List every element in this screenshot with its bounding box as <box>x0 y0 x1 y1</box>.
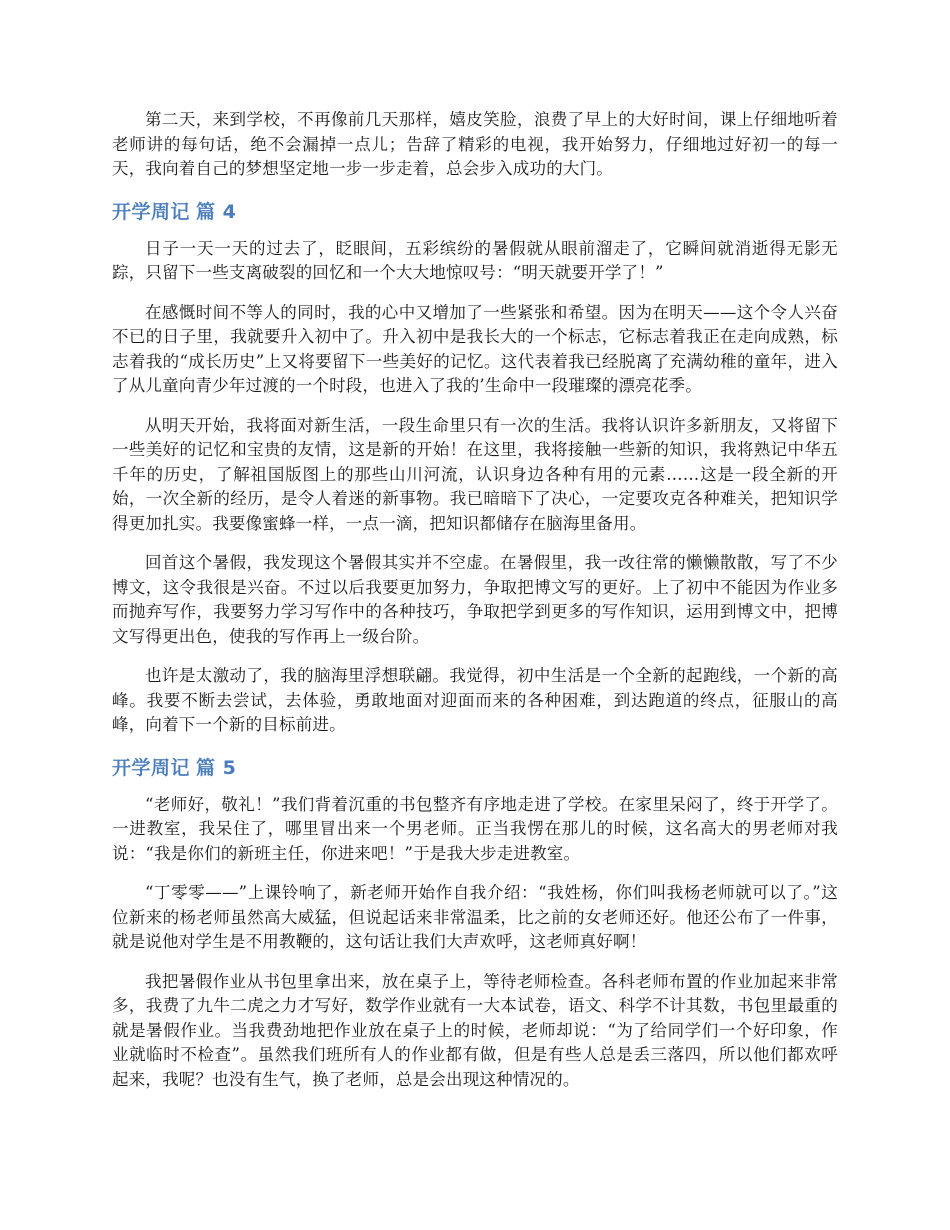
document-page <box>112 108 838 1107</box>
paragraph: 回首这个暑假，我发现这个暑假其实并不空虚。在暑假里，我一改往常的懒懒散散，写了不少博文，这令我很是兴奋。不过以后我要更加努力，争取把博文写的更好。上了初中不能因为作业多而抛弃写作，我要努力学习写作中的各种技巧，争取把学到更多的写作知识，运用到博文中，把博文写得更出色，使我的写作再上一级台阶。 <box>112 553 838 646</box>
section-heading <box>112 197 838 227</box>
paragraph: 我把暑假作业从书包里拿出来，放在桌子上，等待老师检查。各科老师布置的作业加起来非常多，我费了九牛二虎之力才写好，数学作业就有一大本试卷，语文、科学不计其数，书包里最重的就是暑假作业。当我费劲地把作业放在桌子上的时候，老师却说：“为了给同学们一个好印象，作业就临时不检查”。虽然我们班所有人的作业都有做，但是有些人总是丢三落四，所以他们都欢呼起来，我呢？也没有生气，换了老师，总是会出现这种情况的。 <box>112 971 838 1089</box>
paragraph: 日子一天一天的过去了，眨眼间，五彩缤纷的暑假就从眼前溜走了，它瞬间就消逝得无影无踪，只留下一些支离破裂的回忆和一个大大地惊叹号：“明天就要开学了！” <box>112 238 838 282</box>
heading-number: 篇 5 <box>196 756 237 779</box>
paragraph: 第二天，来到学校，不再像前几天那样，嬉皮笑脸，浪费了早上的大好时间，课上仔细地听着老师讲的每句话，绝不会漏掉一点儿；告辞了精彩的电视，我开始努力，仔细地过好初一的每一天，我向着自己的梦想坚定地一步一步走着，总会步入成功的大门。 <box>112 110 838 178</box>
paragraph: 从明天开始，我将面对新生活，一段生命里只有一次的生活。我将认识许多新朋友，又将留下一些美好的记忆和宝贵的友情，这是新的开始！在这里，我将接触一些新的知识，我将熟记中华五千年的历史，了解祖国版图上的那些山川河流，认识身边各种有用的元素……这是一段全新的开始，一次全新的经历，是令人着迷的新事物。我已暗暗下了决心，一定要攻克各种难关，把知识学得更加扎实。我要像蜜蜂一样，一点一滴，把知识都储存在脑海里备用。 <box>112 415 838 533</box>
paragraph: 也许是太激动了，我的脑海里浮想联翩。我觉得，初中生活是一个全新的起跑线，一个新的高峰。我要不断去尝试，去体验，勇敢地面对迎面而来的各种困难，到达跑道的终点，征服山的高峰，向着下一个新的目标前进。 <box>112 666 838 734</box>
paragraph: 在感慨时间不等人的同时，我的心中又增加了一些紧张和希望。因为在明天——这个令人兴奋不已的日子里，我就要升入初中了。升入初中是我长大的一个标志，它标志着我正在走向成熟，标志着我的“成长历史”上又将要留下一些美好的记忆。这代表着我已经脱离了充满幼稚的童年，进入了从儿童向青少年过渡的一个时段，也进入了我的’生命中一段璀璨的漂亮花季。 <box>112 302 838 395</box>
paragraph: “老师好，敬礼！”我们背着沉重的书包整齐有序地走进了学校。在家里呆闷了，终于开学了。一进教室，我呆住了，哪里冒出来一个男老师。正当我愣在那儿的时候，这名高大的男老师对我说：“我是你们的新班主任，你进来吧！”于是我大步走进教室。 <box>112 794 838 863</box>
heading-number: 篇 4 <box>196 200 237 223</box>
paragraph: “丁零零——”上课铃响了，新老师开始作自我介绍：“我姓杨，你们叫我杨老师就可以了。”这位新来的杨老师虽然高大威猛，但说起话来非常温柔，比之前的女老师还好。他还公布了一件事，就是说他对学生是不用教鞭的，这句话让我们大声欢呼，这老师真好啊！ <box>112 883 838 951</box>
heading-title: 开学周记 <box>112 756 191 779</box>
heading-title: 开学周记 <box>112 200 191 223</box>
section-heading <box>112 753 838 783</box>
